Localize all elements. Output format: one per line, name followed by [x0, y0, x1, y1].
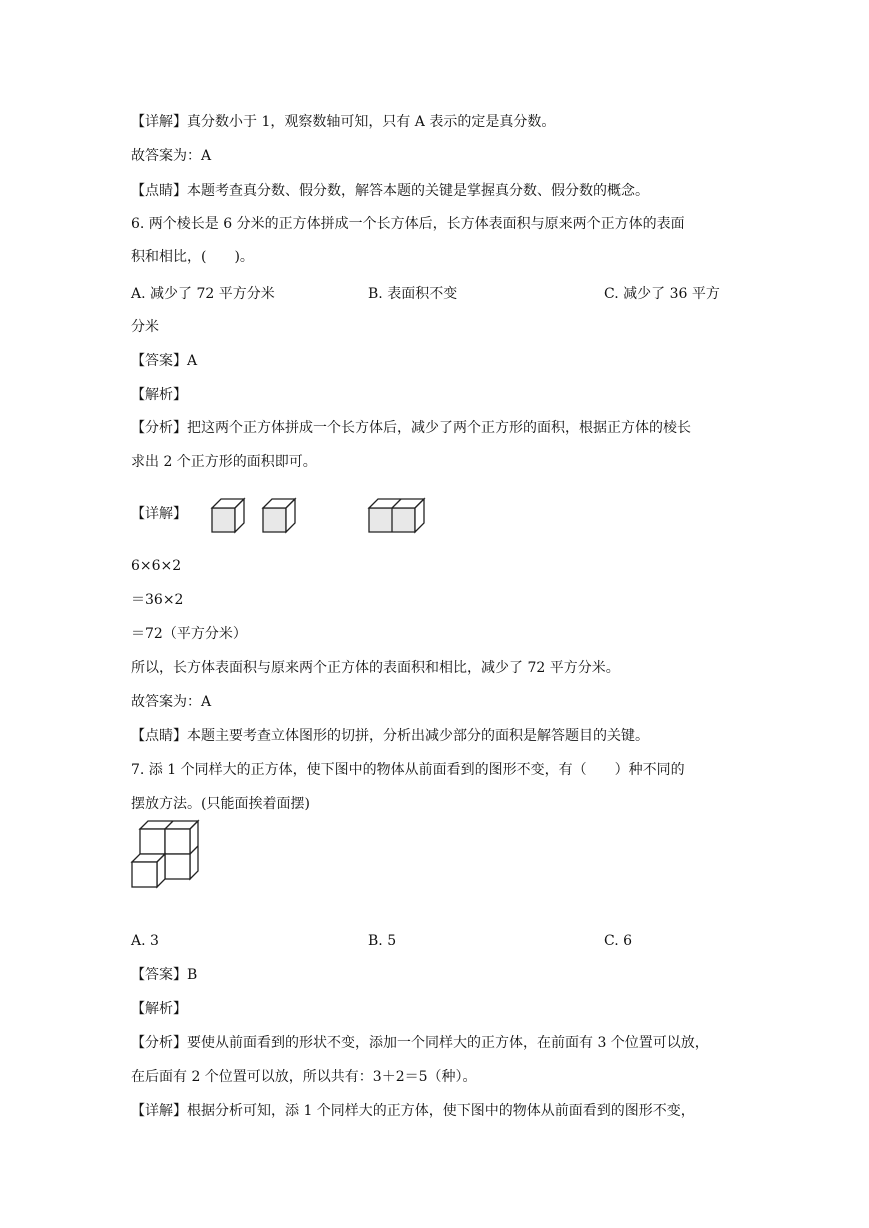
question-7-option-a[interactable]: A. 3: [131, 933, 159, 949]
question-6-option-b[interactable]: B. 表面积不变: [368, 286, 458, 302]
question-6-stem-line1: 6. 两个棱长是 6 分米的正方体拼成一个长方体后，长方体表面积与原来两个正方体的表面: [131, 216, 685, 232]
question-6-analysis-line1: 【分析】把这两个正方体拼成一个长方体后，减少了两个正方形的面积，根据正方体的棱长: [131, 420, 691, 436]
question-6-stem-line2: 积和相比，( )。: [131, 249, 254, 265]
question-7-stem-line1: 7. 添 1 个同样大的正方体，使下图中的物体从前面看到的图形不变，有（ ）种不同的: [131, 762, 685, 778]
question-7-stem-line2: 摆放方法。(只能面挨着面摆): [131, 796, 310, 812]
question-7-option-c[interactable]: C. 6: [604, 933, 633, 949]
stacked-cubes-figure: [130, 819, 202, 891]
calc-line-3: ＝72（平方分米）: [131, 626, 247, 642]
comment-text: 【点睛】本题考查真分数、假分数，解答本题的关键是掌握真分数、假分数的概念。: [131, 183, 649, 199]
detail-text: 【详解】真分数小于 1，观察数轴可知，只有 A 表示的定是真分数。: [131, 114, 556, 130]
cuboid-figure: [367, 497, 427, 535]
answer-line: 故答案为：A: [131, 148, 212, 164]
question-7-analysis-head: 【解析】: [131, 1001, 187, 1017]
question-6-detail-label: 【详解】: [131, 506, 187, 522]
question-6-option-a[interactable]: A. 减少了 72 平方分米: [131, 286, 275, 302]
question-6-conclusion: 所以，长方体表面积与原来两个正方体的表面积和相比，减少了 72 平方分米。: [131, 660, 620, 676]
question-6-analysis-head: 【解析】: [131, 387, 187, 403]
question-6-answer: 【答案】A: [131, 353, 198, 369]
question-6-option-c[interactable]: C. 减少了 36 平方: [604, 286, 720, 302]
question-6-analysis-line2: 求出 2 个正方形的面积即可。: [131, 454, 317, 470]
question-7-option-b[interactable]: B. 5: [368, 933, 397, 949]
question-6-answer-line: 故答案为：A: [131, 694, 212, 710]
question-7-analysis-line1: 【分析】要使从前面看到的形状不变，添加一个同样大的正方体，在前面有 3 个位置可以放，: [131, 1035, 709, 1051]
question-7-detail-line: 【详解】根据分析可知，添 1 个同样大的正方体，使下图中的物体从前面看到的图形不变，: [131, 1103, 695, 1119]
calc-line-1: 6×6×2: [131, 558, 182, 574]
calc-line-2: ＝36×2: [131, 592, 184, 608]
cube-figure-2: [261, 497, 297, 535]
question-7-answer: 【答案】B: [131, 967, 198, 983]
question-6-comment: 【点睛】本题主要考查立体图形的切拼，分析出减少部分的面积是解答题目的关键。: [131, 728, 649, 744]
question-6-option-c-cont: 分米: [131, 319, 159, 335]
question-7-analysis-line2: 在后面有 2 个位置可以放，所以共有：3＋2＝5（种）。: [131, 1069, 477, 1085]
cube-figure-1: [210, 497, 246, 535]
